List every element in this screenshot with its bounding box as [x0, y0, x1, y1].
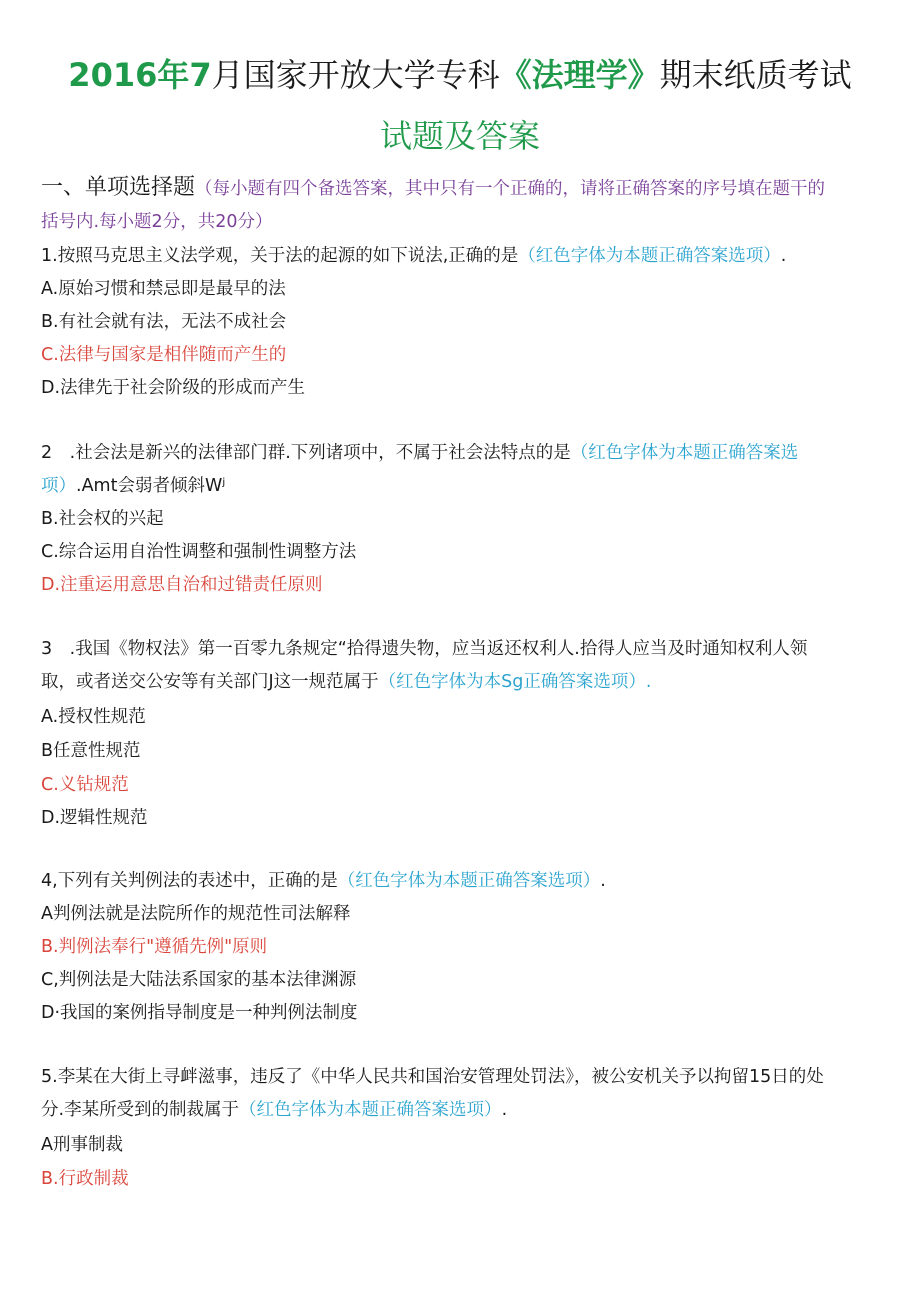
question-1-option-c-correct: C.法律与国家是相伴随而产生的: [41, 345, 287, 365]
question-2-option-b: B.社会权的兴起: [41, 509, 164, 529]
answer-hint: （红色字体为本题正确答案选项）: [239, 1100, 502, 1120]
question-5-stem-cont: [41, 1098, 507, 1122]
question-1-option-d: D.法律先于社会阶级的形成而产生: [41, 378, 306, 398]
answer-hint: （红色字体为本题正确答案选: [570, 443, 799, 463]
question-1-option-b: B.有社会就有法，无法不成社会: [41, 312, 287, 332]
answer-hint: （红色字体为本题正确答案选项）: [337, 871, 601, 891]
question-3-stem-cont: [41, 670, 651, 694]
question-end: .: [780, 246, 787, 266]
question-5-option-b-correct: B.行政制裁: [41, 1169, 129, 1189]
question-3-stem: 3 .我国《物权法》第一百零九条规定“拾得遗失物，应当返还权利人.拾得人应当及时通知权利人领: [41, 639, 808, 659]
question-3-option-d: D.逻辑性规范: [41, 808, 148, 828]
question-1-stem: [41, 244, 786, 268]
question-3-option-c-correct: C.义钻规范: [41, 775, 129, 795]
section-instructions: （每小题有四个备选答案，其中只有一个正确的，请将正确答案的序号填在题干的: [195, 179, 826, 199]
question-5-stem: 5.李某在大街上寻衅滋事，违反了《中华人民共和国治安管理处罚法》，被公安机关予以拘留15日的处: [41, 1067, 824, 1087]
question-3-option-b: B任意性规范: [41, 741, 141, 761]
question-text: 1.按照马克思主义法学观，关于法的起源的如下说法,正确的是: [41, 246, 519, 266]
question-4-option-a: A判例法就是法院所作的规范性司法解释: [41, 904, 351, 924]
question-4-option-d: D·我国的案例指导制度是一种判例法制度: [41, 1003, 358, 1023]
section-header: [41, 176, 825, 201]
question-2-stem: [41, 441, 798, 465]
section-instructions-cont: 括号内.每小题2分，共20分）: [41, 212, 273, 232]
title-year: 2016年7: [68, 56, 212, 94]
question-text: 2 .社会法是新兴的法律部门群.下列诸项中，不属于社会法特点的是: [41, 443, 571, 463]
question-2-option-a: .Amt会弱者倾斜Wʲ: [76, 476, 226, 496]
question-text: 取，或者送交公安等有关部门J这一规范属于: [41, 672, 379, 692]
answer-hint-cont: 项）: [41, 476, 76, 496]
title-text: 月国家开放大学专科: [211, 56, 500, 94]
question-4-option-c: C,判例法是大陆法系国家的基本法律渊源: [41, 970, 357, 990]
question-text: 4,下列有关判例法的表述中，正确的是: [41, 871, 338, 891]
page-title: [0, 55, 920, 95]
question-end: .: [501, 1100, 508, 1120]
question-2-stem-cont: [41, 474, 225, 498]
question-5-option-a: A刑事制裁: [41, 1135, 123, 1155]
question-end: .: [600, 871, 606, 891]
question-2-option-c: C.综合运用自治性调整和强制性调整方法: [41, 542, 357, 562]
question-1-option-a: A.原始习惯和禁忌即是最早的法: [41, 279, 286, 299]
question-3-option-a: A.授权性规范: [41, 707, 146, 727]
question-text: 分.李某所受到的制裁属于: [41, 1100, 240, 1120]
section-heading: 一、单项选择题: [41, 175, 196, 200]
page-subtitle: 试题及答案: [379, 117, 540, 155]
answer-hint: （红色字体为本题正确答案选项）: [518, 246, 781, 266]
title-course: 《法理学》: [499, 56, 660, 94]
question-2-option-d-correct: D.注重运用意思自治和过错责任原则: [41, 575, 323, 595]
question-4-option-b-correct: B.判例法奉行"遵循先例"原则: [41, 937, 268, 957]
title-exam: 期末纸质考试: [659, 56, 852, 94]
question-4-stem: [41, 869, 606, 893]
answer-hint: （红色字体为本Sg正确答案选项）.: [378, 672, 652, 692]
